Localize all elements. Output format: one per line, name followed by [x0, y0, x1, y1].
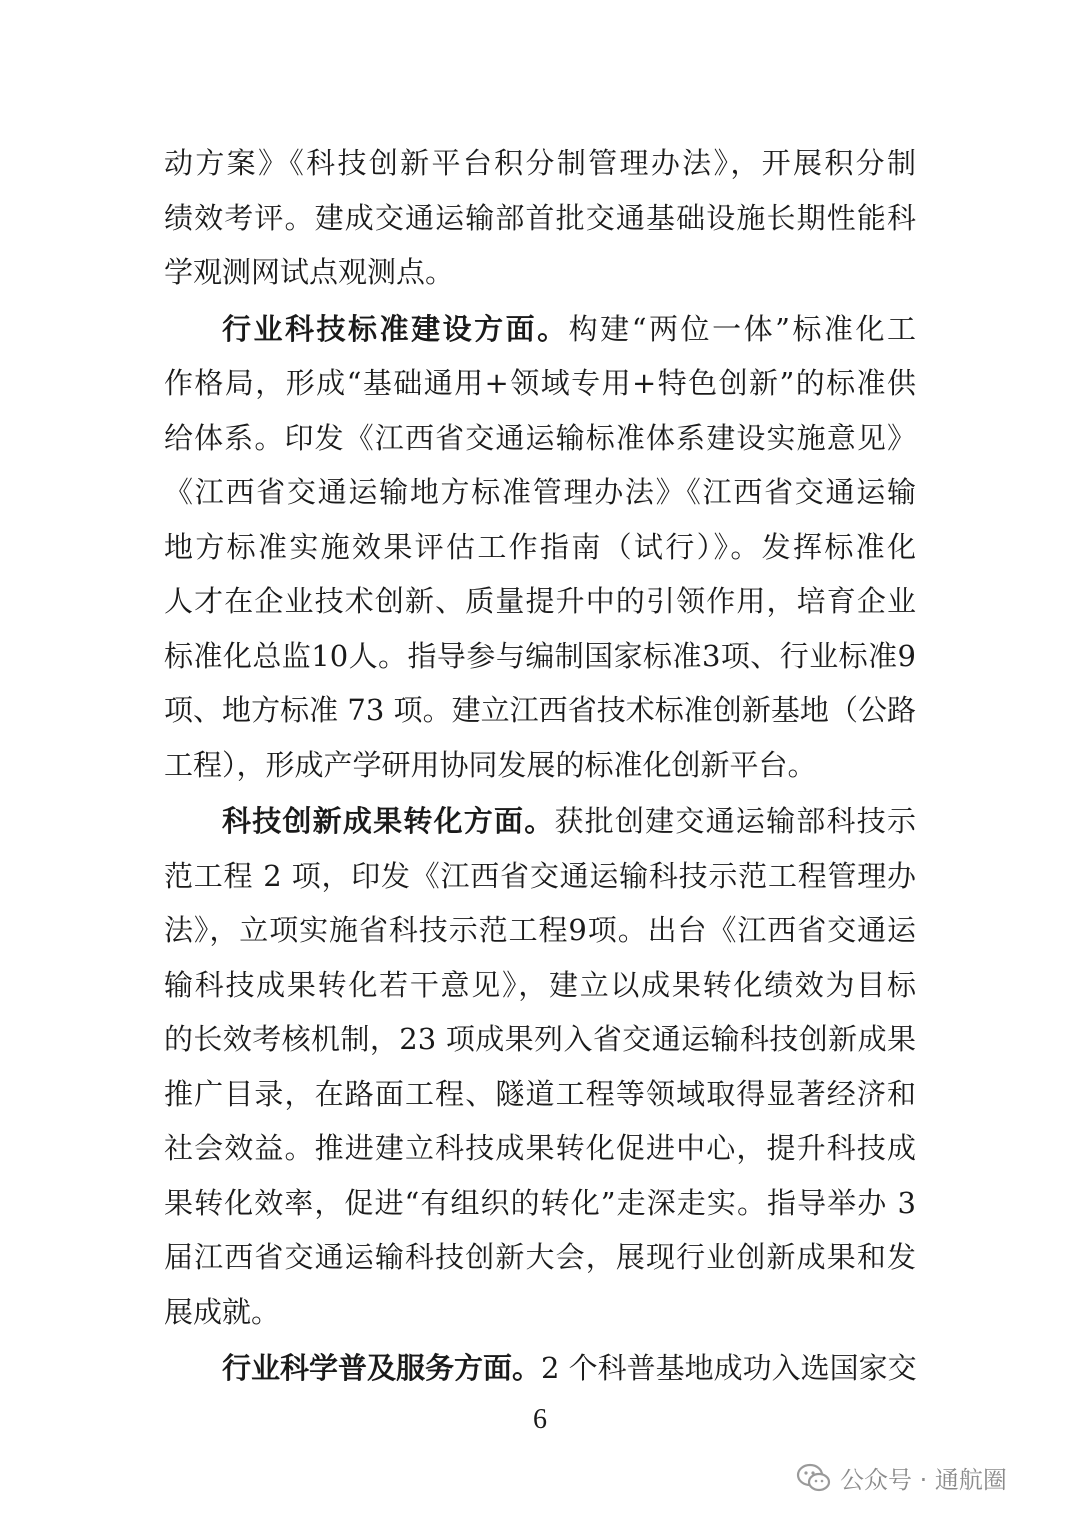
text-line [164, 849, 916, 904]
watermark [796, 1460, 1007, 1495]
line-text: 作格局，形成“基础通用+领域专用+特色创新”的标准供 [164, 366, 916, 400]
text-line [164, 1121, 916, 1176]
line-text: 的长效考核机制，23 项成果列入省交通运输科技创新成果 [164, 1022, 916, 1056]
line-text: 推广目录，在路面工程、隧道工程等领域取得显著经济和 [164, 1076, 916, 1111]
line-text: 人才在企业技术创新、质量提升中的引领作用，培育企业 [164, 584, 916, 618]
line-text: 地方标准实施效果评估工作指南（试行）》。发挥标准化 [164, 529, 916, 564]
line-text: 给体系。印发《江西省交通运输标准体系建设实施意见》 [164, 420, 916, 455]
line-text: 届江西省交通运输科技创新大会，展现行业创新成果和发 [164, 1240, 916, 1274]
line-text: 社会效益。推进建立科技成果转化促进中心，提升科技成 [164, 1131, 916, 1165]
text-line [164, 465, 916, 520]
paragraph-heading: 行业科学普及服务方面。 [222, 1351, 542, 1385]
line-text: 构建“两位一体”标准化工 [568, 311, 916, 346]
text-line [164, 1067, 916, 1122]
page-number: 6 [533, 1404, 547, 1435]
text-line [164, 1012, 916, 1067]
text-line [164, 738, 916, 793]
line-text: 输科技成果转化若干意见》，建立以成果转化绩效为目标 [164, 967, 916, 1002]
text-line [164, 136, 916, 191]
text-line [164, 794, 916, 849]
text-line [164, 411, 916, 466]
line-text: 项、地方标准 73 项。建立江西省技术标准创新基地（公路 [164, 693, 916, 727]
line-text: 获批创建交通运输部科技示 [554, 804, 916, 838]
paragraph [164, 1341, 916, 1396]
line-text: 范工程 2 项，印发《江西省交通运输科技示范工程管理办 [164, 858, 916, 893]
line-text: 绩效考评。建成交通运输部首批交通基础设施长期性能科 [164, 200, 916, 235]
text-line [164, 629, 916, 684]
document-body [164, 136, 916, 1398]
text-line [164, 1341, 916, 1396]
text-line [164, 1285, 916, 1340]
paragraph [164, 794, 916, 1339]
text-line [164, 683, 916, 738]
watermark-text: 公众号 · 通航圈 [840, 1466, 1007, 1494]
line-text: 果转化效率，促进“有组织的转化”走深走实。指导举办 3 [164, 1185, 916, 1220]
text-line [164, 245, 916, 300]
wechat-icon [796, 1463, 832, 1493]
line-text: 动方案》《科技创新平台积分制管理办法》，开展积分制 [164, 146, 916, 180]
line-text: 法》，立项实施省科技示范工程9项。出台《江西省交通运 [164, 913, 916, 947]
line-text: 展成就。 [164, 1294, 281, 1329]
paragraph-heading: 科技创新成果转化方面。 [222, 804, 555, 838]
text-line [164, 356, 916, 411]
text-line [164, 302, 916, 357]
text-line [164, 191, 916, 246]
line-text: 学观测网试点观测点。 [164, 255, 455, 289]
paragraph [164, 302, 916, 793]
line-text: 工程），形成产学研用协同发展的标准化创新平台。 [164, 747, 817, 782]
text-line [164, 958, 916, 1013]
line-text: 《江西省交通运输地方标准管理办法》《江西省交通运输 [164, 475, 916, 509]
paragraph-heading: 行业科技标准建设方面。 [222, 311, 569, 346]
text-line [164, 903, 916, 958]
text-line [164, 1176, 916, 1231]
text-line [164, 1230, 916, 1285]
text-line [164, 574, 916, 629]
line-text: 2 个科普基地成功入选国家交 [541, 1351, 917, 1385]
line-text: 标准化总监10人。指导参与编制国家标准3项、行业标准9 [164, 638, 916, 673]
paragraph [164, 136, 916, 300]
text-line [164, 520, 916, 575]
